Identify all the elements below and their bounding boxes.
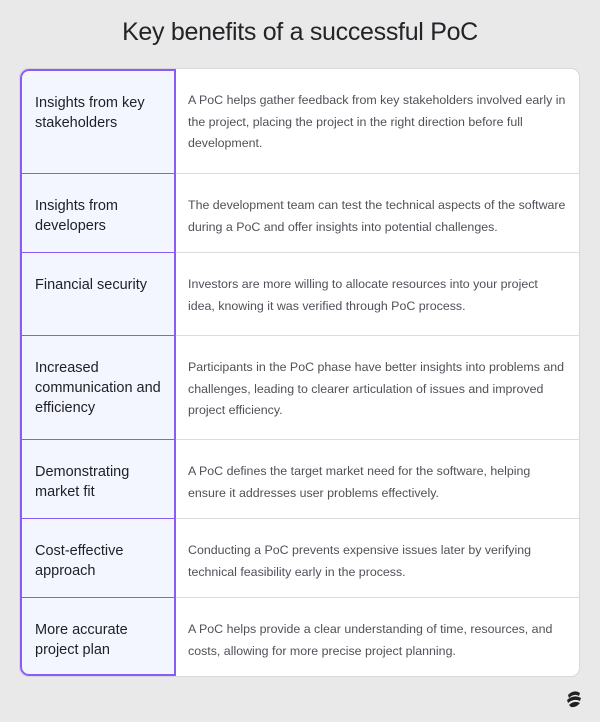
benefit-description: Conducting a PoC prevents expensive issues later by verifying technical feasibility early in the process. (188, 543, 531, 579)
table-row (20, 518, 579, 597)
table-row (20, 252, 579, 335)
benefit-label: Increased communication and efficiency (20, 335, 176, 439)
table-row (20, 335, 579, 439)
benefit-description: Participants in the PoC phase have better insights into problems and challenges, leading to clearer articulation of issues and improved project efficiency. (188, 360, 565, 417)
brand-logo-icon (563, 688, 585, 710)
benefit-description: Investors are more willing to allocate resources into your project idea, knowing it was verified through PoC process. (188, 277, 538, 313)
benefit-label: Cost-effective approach (20, 518, 176, 597)
benefit-label: Insights from developers (20, 173, 176, 252)
benefit-label: Financial security (20, 252, 176, 335)
table-row (20, 69, 579, 173)
page-title: Key benefits of a successful PoC (122, 18, 478, 46)
benefit-label: More accurate project plan (20, 597, 176, 676)
benefit-description: The development team can test the technical aspects of the software during a PoC and offer insights into potential challenges. (188, 198, 566, 234)
benefit-description: A PoC helps gather feedback from key stakeholders involved early in the project, placing the project in the right direction before full development. (188, 93, 566, 150)
benefit-label: Insights from key stakeholders (20, 69, 176, 173)
table-row (20, 597, 579, 676)
benefits-table (19, 68, 580, 677)
table-row (20, 173, 579, 252)
benefit-description: A PoC defines the target market need for the software, helping ensure it addresses user problems effectively. (188, 464, 531, 500)
benefit-description: A PoC helps provide a clear understanding of time, resources, and costs, allowing for more precise project planning. (188, 622, 553, 658)
benefit-label: Demonstrating market fit (20, 439, 176, 518)
table-row (20, 439, 579, 518)
